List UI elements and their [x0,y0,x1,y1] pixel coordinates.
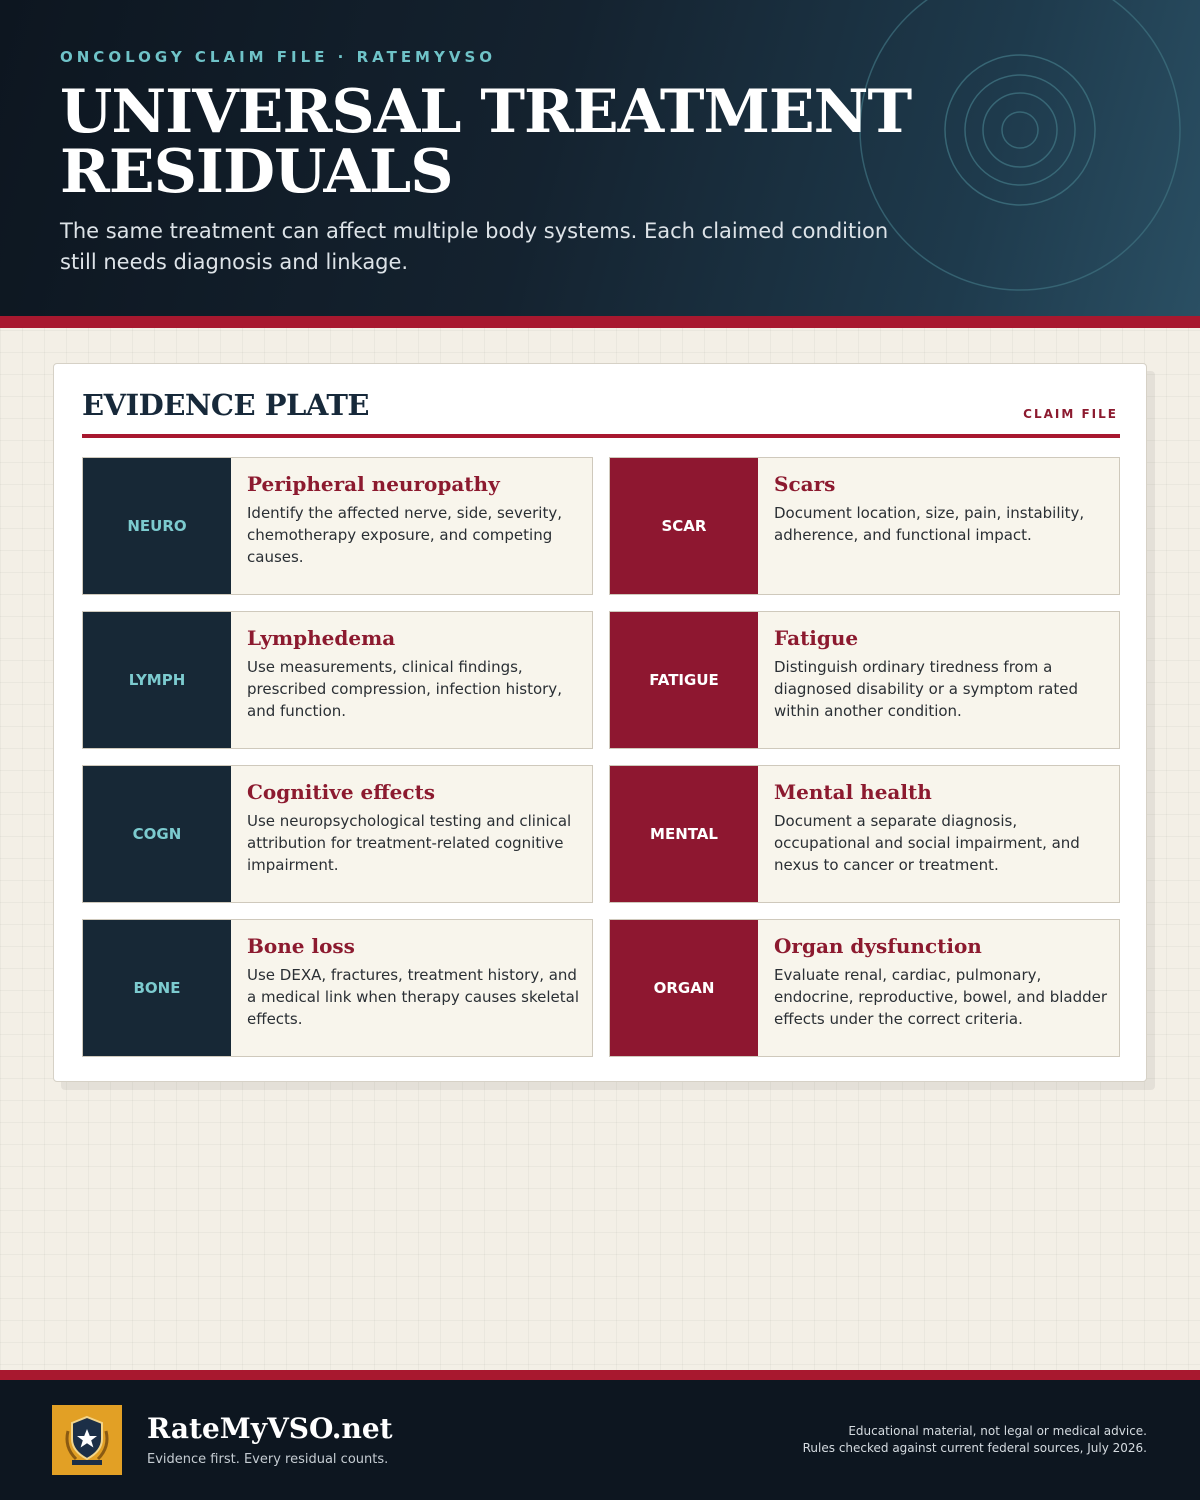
disclaimer-line-1: Educational material, not legal or medical advice. [848,1424,1147,1438]
header-banner [0,0,1200,316]
disclaimer-line-2: Rules checked against current federal sources, July 2026. [802,1441,1147,1455]
card-title: Peripheral neuropathy [247,472,500,496]
card-scar [609,457,1120,595]
title-line-2: RESIDUALS [60,137,453,207]
card-description: Identify the affected nerve, side, severity, chemotherapy exposure, and competing causes. [247,504,562,566]
card-code: COGN [83,766,231,902]
title-line-1: UNIVERSAL TREATMENT [60,77,912,147]
plate-divider [82,434,1120,438]
card-title: Fatigue [774,626,859,650]
footer [0,1380,1200,1500]
card-neuro [82,457,593,595]
card-title: Mental health [774,780,932,804]
brand-tagline: Evidence first. Every residual counts. [147,1452,389,1467]
plate-tag: CLAIM FILE [1023,407,1118,421]
card-code: NEURO [83,458,231,594]
disclaimer [647,1423,1147,1457]
brand-name: RateMyVSO.net [147,1412,393,1445]
page-title [60,77,960,207]
card-code: ORGAN [610,920,758,1056]
card-code: SCAR [610,458,758,594]
card-code: MENTAL [610,766,758,902]
card-description: Evaluate renal, cardiac, pulmonary, endocrine, reproductive, bowel, and bladder effects under the correct criteria. [774,966,1108,1028]
card-mental [609,765,1120,903]
card-title: Bone loss [247,934,355,958]
card-organ [609,919,1120,1057]
kicker: ONCOLOGY CLAIM FILE · RATEMYVSO [60,48,497,66]
card-code: BONE [83,920,231,1056]
accent-band-top [0,316,1200,328]
card-title: Organ dysfunction [774,934,982,958]
accent-band-bottom [0,1370,1200,1380]
card-description: Use measurements, clinical findings, prescribed compression, infection history, and function. [247,658,562,720]
card-title: Scars [774,472,836,496]
star-shield-laurel-icon [52,1405,122,1475]
card-description: Use neuropsychological testing and clinical attribution for treatment-related cognitive impairment. [247,812,572,874]
card-code: LYMPH [83,612,231,748]
card-title: Lymphedema [247,626,396,650]
card-code: FATIGUE [610,612,758,748]
card-title: Cognitive effects [247,780,436,804]
card-cogn [82,765,593,903]
card-description: Document a separate diagnosis, occupational and social impairment, and nexus to cancer or treatment. [774,812,1080,874]
card-description: Use DEXA, fractures, treatment history, and a medical link when therapy causes skeletal effects. [247,966,579,1028]
page-subtitle: The same treatment can affect multiple body systems. Each claimed condition still needs diagnosis and linkage. [60,219,889,274]
card-lymph [82,611,593,749]
card-description: Document location, size, pain, instability, adherence, and functional impact. [774,504,1085,544]
card-bone [82,919,593,1057]
plate-title: EVIDENCE PLATE [82,388,370,422]
evidence-plate [53,363,1147,1082]
card-description: Distinguish ordinary tiredness from a diagnosed disability or a symptom rated within another condition. [774,658,1078,720]
card-fatigue [609,611,1120,749]
